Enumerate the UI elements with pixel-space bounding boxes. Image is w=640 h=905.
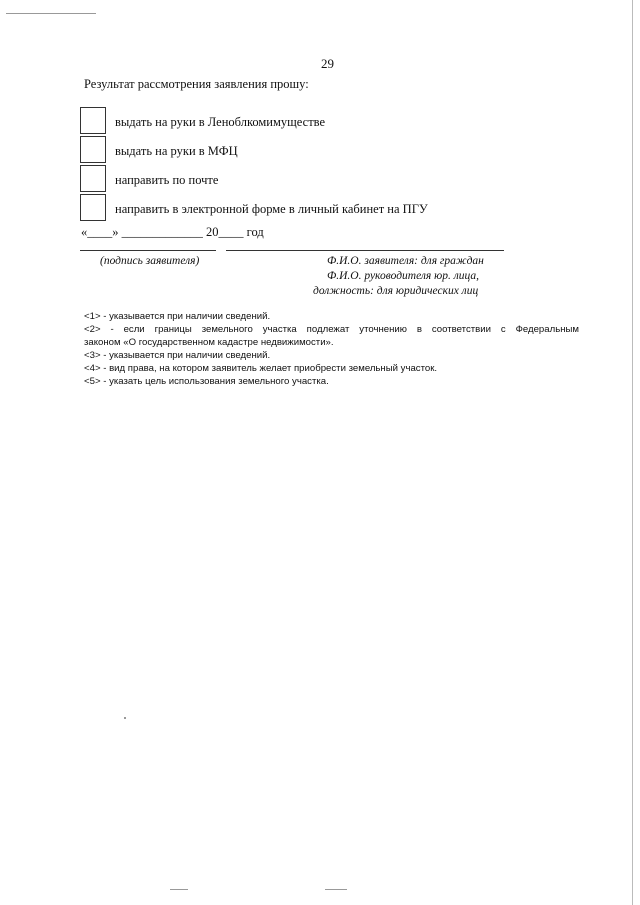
- scan-artifact-mid: [124, 717, 126, 719]
- scan-artifact-bottom-right: [325, 889, 347, 890]
- checkbox-hand-over-mfc[interactable]: [80, 136, 106, 163]
- option-label-electronic-pgu: направить в электронной форме в личный кабинет на ПГУ: [115, 202, 428, 216]
- option-label-send-by-mail: направить по почте: [115, 173, 219, 187]
- date-line: «____» _____________ 20____ год: [81, 225, 264, 239]
- footnote-3: <3> - указывается при наличии сведений.: [84, 350, 271, 361]
- footnotes: [84, 310, 579, 388]
- scan-artifact-right-edge: [632, 0, 633, 905]
- scan-artifact-bottom-left: [170, 889, 188, 890]
- footnote-2-line-2: законом «О государственном кадастре недвижимости».: [84, 337, 334, 348]
- page-number: 29: [321, 56, 334, 71]
- footnote-5: <5> - указать цель использования земельного участка.: [84, 376, 329, 387]
- signature-caption-left: (подпись заявителя): [100, 255, 200, 267]
- footnote-2-line-1: <2> - если границы земельного участка подлежат уточнению в соответствии с Федеральным: [84, 324, 579, 335]
- footnote-4: <4> - вид права, на котором заявитель желает приобрести земельный участок.: [84, 363, 438, 374]
- footnote-1: <1> - указывается при наличии сведений.: [84, 311, 271, 322]
- checkbox-send-by-mail[interactable]: [80, 165, 106, 192]
- delivery-intro: Результат рассмотрения заявления прошу:: [84, 77, 309, 91]
- checkbox-hand-over-lenoblkomimushchestvo[interactable]: [80, 107, 106, 134]
- signature-line-right: [226, 250, 504, 251]
- signature-line-left: [80, 250, 216, 251]
- checkbox-electronic-pgu[interactable]: [80, 194, 106, 221]
- signature-caption-right-1: Ф.И.О. заявителя: для граждан: [327, 255, 484, 267]
- scan-artifact-top: [6, 13, 96, 14]
- signature-caption-right-3: должность: для юридических лиц: [313, 285, 479, 297]
- signature-caption-right-2: Ф.И.О. руководителя юр. лица,: [327, 270, 480, 282]
- option-label-hand-over-mfc: выдать на руки в МФЦ: [115, 144, 238, 158]
- option-label-hand-over-lenoblkomimushchestvo: выдать на руки в Леноблкомимуществе: [115, 115, 326, 129]
